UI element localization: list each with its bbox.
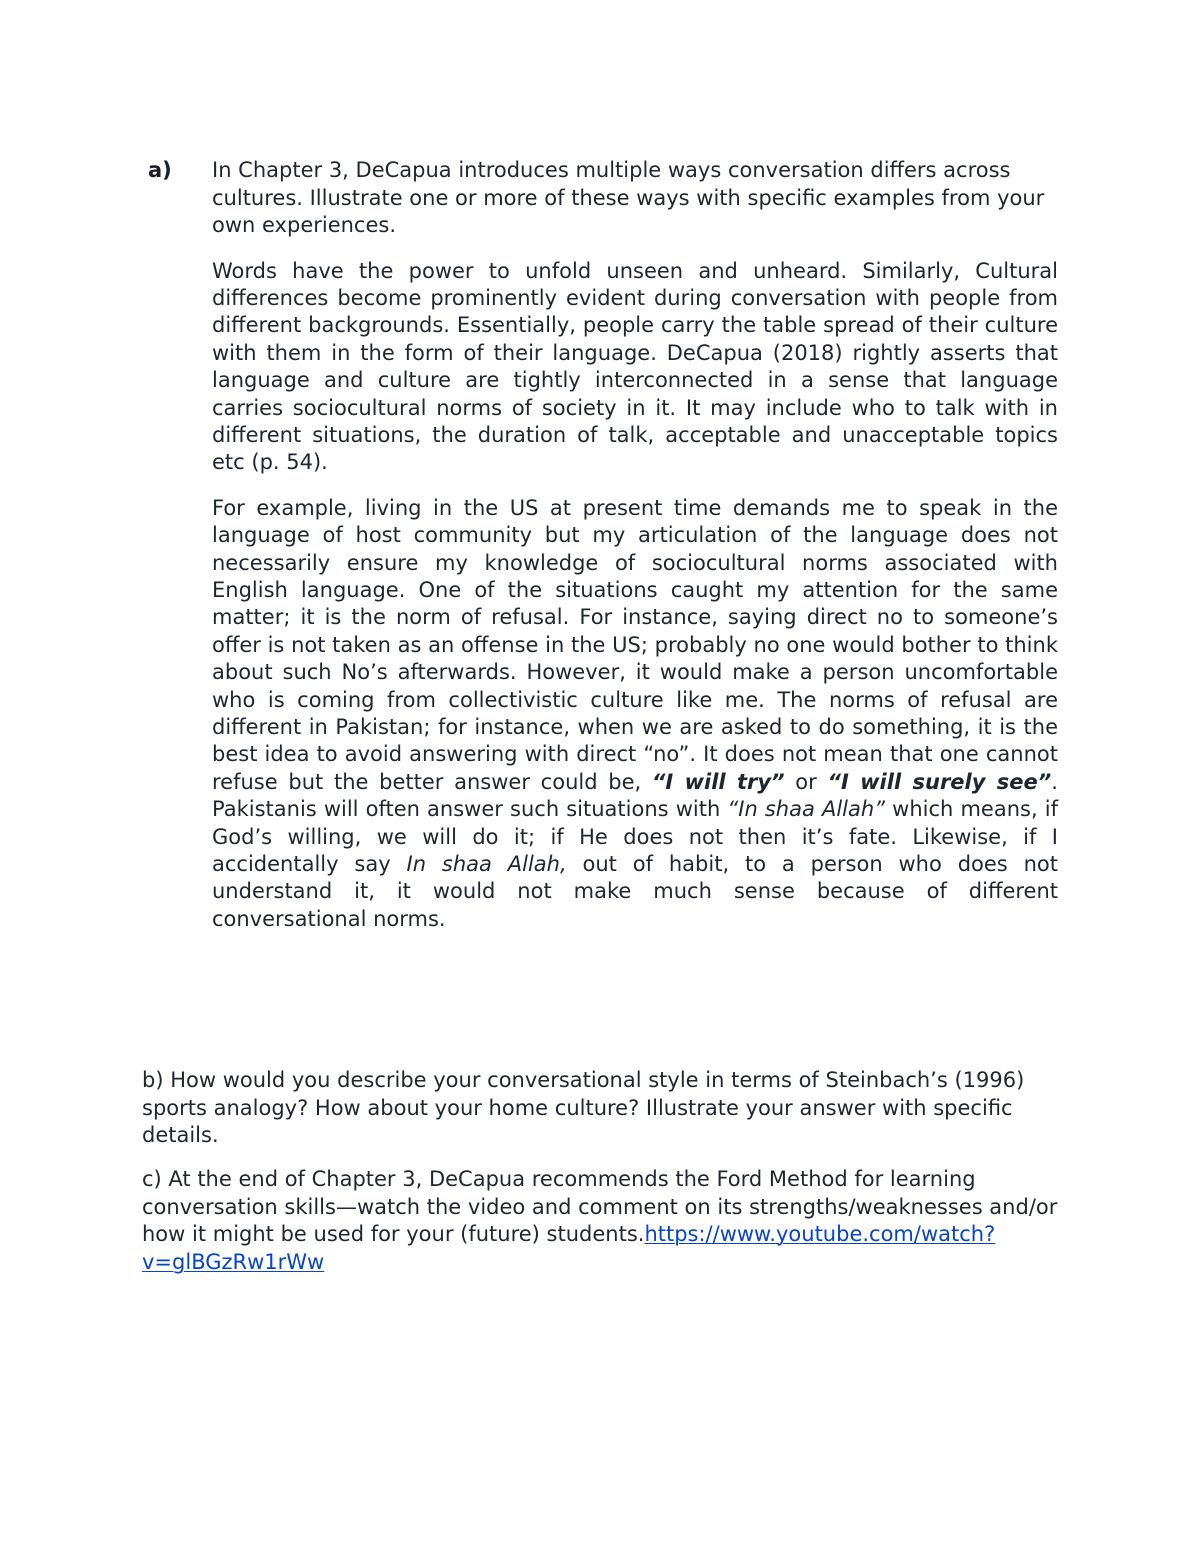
answer-paragraph-2 <box>212 495 1058 934</box>
answer-text: out of habit, to a person who does not understand it, it would not make much sense because of different conversational norms. <box>212 852 1058 931</box>
quote-in-shaa-allah-inline: In shaa Allah, <box>406 852 567 877</box>
quote-in-shaa-allah: “In shaa Allah” <box>727 797 886 822</box>
answer-a <box>212 258 1058 934</box>
question-a <box>148 157 1058 933</box>
quote-i-will-try: “I will try” <box>651 769 785 794</box>
youtube-link[interactable]: https://www.youtube.com/watch?v=glBGzRw1rWw <box>142 1222 996 1274</box>
quote-i-will-surely-see: “I will surely see” <box>827 769 1052 794</box>
question-a-marker: a) <box>148 158 172 182</box>
question-c-text: c) At the end of Chapter 3, DeCapua recommends the Ford Method for learning conversation skills—watch the video and comment on its strengths/weaknesses and/or how it might be used for your (future) students. <box>142 1167 1058 1246</box>
answer-text: For example, living in the US at present time demands me to speak in the language of host community but my articulation of the language does not necessarily ensure my knowledge of sociocultural norms associated with English language. One of the situations caught my attention for the same matter; it is the norm of refusal. For instance, saying direct no to someone’s offer is not taken as an offense in the US; probably no one would bother to think about such No’s afterwards. However, it would make a person uncomfortable who is coming from collectivistic culture like me. The norms of refusal are different in Pakistan; for instance, when we are asked to do something, it is the best idea to avoid answering with direct “no”. It does not mean that one cannot refuse but the better answer could be, <box>212 495 1058 794</box>
question-a-prompt: In Chapter 3, DeCapua introduces multiple ways conversation differs across cultures. Illustrate one or more of these ways with specific examples from your own experiences. <box>212 158 1045 237</box>
answer-text: which means, if God’s willing, we will do it; if He does not then it’s fate. Likewise, if I accidentally say <box>212 797 1058 877</box>
question-b: b) How would you describe your conversational style in terms of Steinbach’s (1996) sports analogy? How about your home culture? Illustrate your answer with specific details. <box>142 1068 1025 1147</box>
answer-paragraph-1: Words have the power to unfold unseen and unheard. Similarly, Cultural differences become prominently evident during conversation with people from different backgrounds. Essentially, people carry the table spread of their culture with them in the form of their language. DeCapua (2018) rightly asserts that language and culture are tightly interconnected in a sense that language carries sociocultural norms of society in it. It may include who to talk with in different situations, the duration of talk, acceptable and unacceptable topics etc (p. 54). <box>212 258 1058 475</box>
answer-text: or <box>784 769 828 794</box>
answer-text: . Pakistanis will often answer such situations with <box>212 769 1058 822</box>
question-c <box>142 1166 1062 1276</box>
